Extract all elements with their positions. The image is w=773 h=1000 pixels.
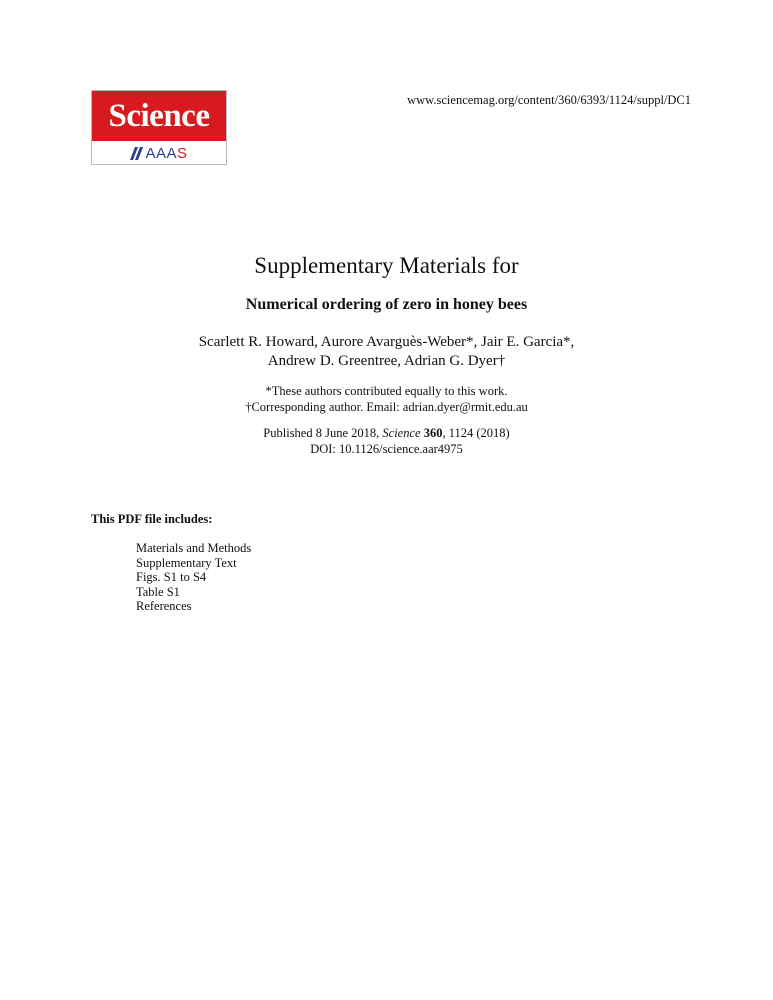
aaas-text-s: S	[177, 144, 188, 162]
publication-info	[0, 425, 773, 457]
list-item: Materials and Methods	[136, 541, 252, 555]
includes-heading: This PDF file includes:	[91, 512, 213, 526]
list-item: Supplementary Text	[136, 555, 237, 570]
aaas-logo	[92, 141, 226, 165]
publication-suffix: , 1124 (2018)	[442, 426, 510, 440]
author-line-1: Scarlett R. Howard, Aurore Avarguès-Weber*, Jair E. Garcia*,	[198, 334, 575, 350]
aaas-mark-icon	[130, 147, 144, 160]
equal-contribution-note: *These authors contributed equally to this work.	[265, 384, 508, 398]
publication-line	[0, 425, 773, 441]
journal-volume: 360	[423, 426, 443, 440]
list-item: Table S1	[136, 584, 180, 599]
aaas-text: AAA	[145, 144, 177, 162]
supplement-url[interactable]: www.sciencemag.org/content/360/6393/1124/suppl/DC1	[407, 93, 691, 107]
logo-wordmark: Science	[92, 91, 226, 141]
publication-prefix: Published 8 June 2018,	[263, 426, 383, 440]
journal-name: Science	[382, 426, 421, 440]
corresponding-author-note: †Corresponding author. Email: adrian.dyer@rmit.edu.au	[245, 400, 528, 414]
author-line-2: Andrew D. Greentree, Adrian G. Dyer†	[267, 353, 506, 369]
doi-line[interactable]: DOI: 10.1126/science.aar4975	[310, 442, 463, 456]
science-logo	[91, 90, 227, 165]
author-list	[0, 333, 773, 371]
contents-list	[136, 541, 251, 614]
author-notes	[0, 383, 773, 415]
document-title: Supplementary Materials for	[254, 253, 519, 278]
list-item: References	[136, 599, 192, 613]
paper-title: Numerical ordering of zero in honey bees	[245, 296, 528, 313]
list-item: Figs. S1 to S4	[136, 570, 207, 584]
